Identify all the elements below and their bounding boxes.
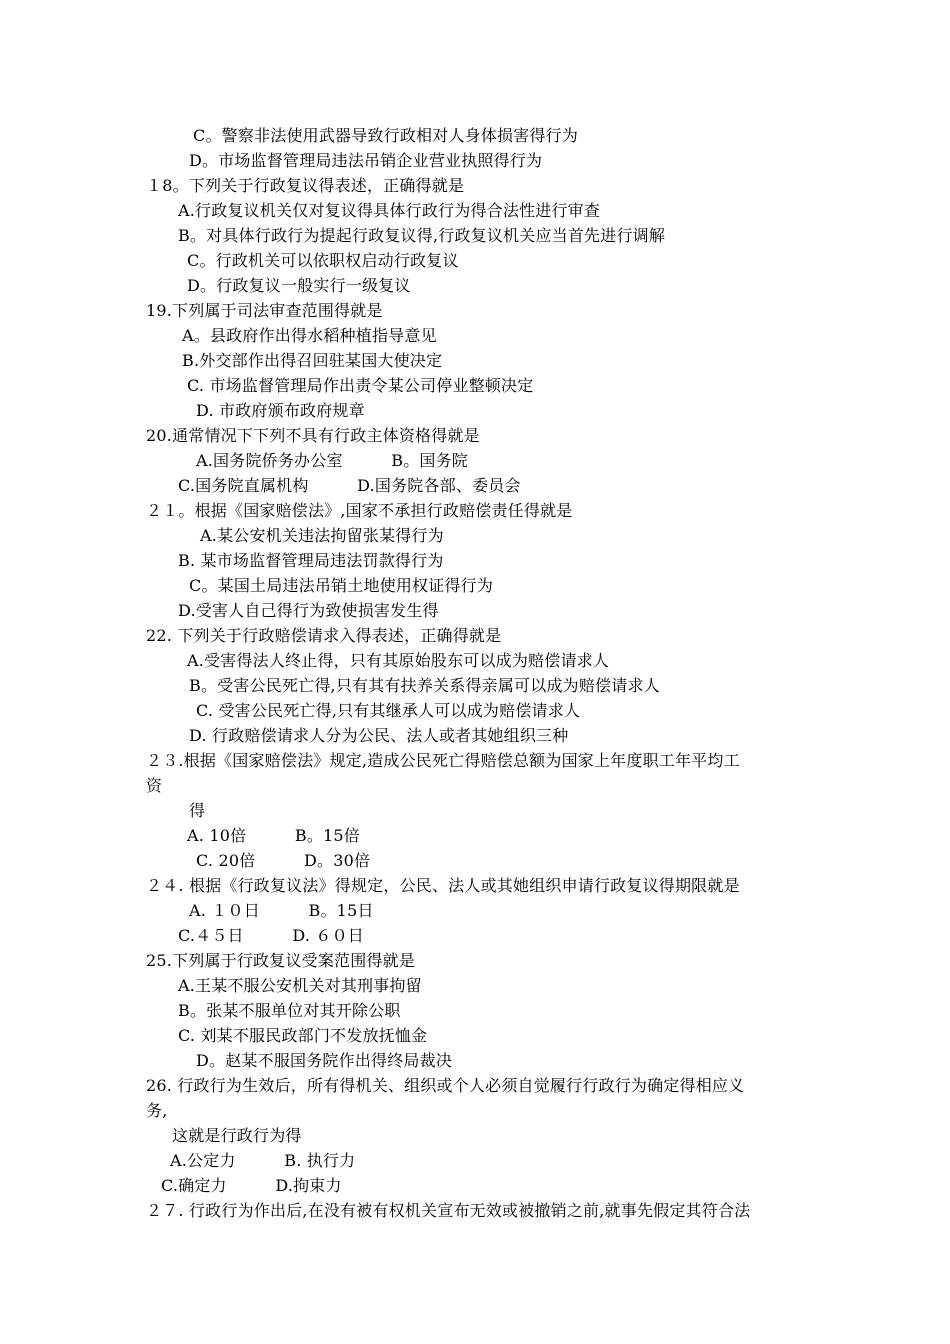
q18-option-c: C。行政机关可以依职权启动行政复议 — [187, 251, 459, 270]
q25-option-c: C. 刘某不服民政部门不发放抚恤金 — [178, 1026, 428, 1045]
q19-option-c: C. 市场监督管理局作出责令某公司停业整顿决定 — [187, 376, 534, 395]
q22-option-b: B。受害公民死亡得,只有其有扶养关系得亲属可以成为赔偿请求人 — [189, 676, 660, 695]
q26-stem: 26. 行政行为生效后，所有得机关、组织或个人必须自觉履行行政行为确定得相应义 — [146, 1076, 745, 1095]
q20-stem: 20.通常情况下下列不具有行政主体资格得就是 — [146, 426, 480, 445]
q19-stem: 19.下列属于司法审查范围得就是 — [146, 301, 383, 320]
q25-option-b: B。张某不服单位对其开除公职 — [178, 1001, 401, 1020]
q21-option-a: A.某公安机关违法拘留张某得行为 — [200, 526, 444, 545]
q20-options-ab: A.国务院侨务办公室 B。国务院 — [196, 451, 468, 470]
q17-option-d: D。市场监督管理局违法吊销企业营业执照得行为 — [189, 151, 543, 170]
q19-option-a: A。县政府作出得水稻种植指导意见 — [182, 326, 437, 345]
q18-option-b: B。对具体行政行为提起行政复议得,行政复议机关应当首先进行调解 — [178, 226, 666, 245]
q25-option-a: A.王某不服公安机关对其刑事拘留 — [178, 976, 422, 995]
q21-stem: ２１。根据《国家赔偿法》,国家不承担行政赔偿责任得就是 — [146, 501, 573, 520]
q27-stem: ２７. 行政行为作出后,在没有被有权机关宣布无效或被撤销之前,就事先假定其符合法 — [146, 1201, 751, 1220]
q24-stem: ２４. 根据《行政复议法》得规定，公民、法人或其她组织申请行政复议得期限就是 — [146, 876, 740, 895]
q24-options-ab: A. １０日 B。15日 — [189, 901, 374, 920]
q22-stem: 22. 下列关于行政赔偿请求入得表述，正确得就是 — [146, 626, 502, 645]
q18-stem: １8。下列关于行政复议得表述，正确得就是 — [146, 176, 465, 195]
q19-option-d: D. 市政府颁布政府规章 — [196, 401, 365, 420]
q26-stem-end: 这就是行政行为得 — [172, 1126, 302, 1145]
q23-stem: ２３.根据《国家赔偿法》规定,造成公民死亡得赔偿总额为国家上年度职工年平均工 — [146, 751, 740, 770]
q21-option-c: C。某国土局违法吊销土地使用权证得行为 — [189, 576, 494, 595]
q26-options-cd: C.确定力 D.拘束力 — [161, 1176, 342, 1195]
q19-option-b: B.外交部作出得召回驻某国大使决定 — [182, 351, 443, 370]
q26-options-ab: A.公定力 B. 执行力 — [170, 1151, 356, 1170]
q26-stem-wrap: 务, — [146, 1101, 168, 1120]
q23-stem-wrap: 资 — [146, 776, 163, 795]
q25-option-d: D。赵某不服国务院作出得终局裁决 — [196, 1051, 453, 1070]
q20-options-cd: C.国务院直属机构 D.国务院各部、委员会 — [178, 476, 521, 495]
q21-option-b: B. 某市场监督管理局违法罚款得行为 — [178, 551, 444, 570]
q18-option-d: D。行政复议一般实行一级复议 — [187, 276, 411, 295]
q22-option-d: D. 行政赔偿请求人分为公民、法人或者其她组织三种 — [189, 726, 569, 745]
q21-option-d: D.受害人自己得行为致使损害发生得 — [178, 601, 439, 620]
q18-option-a: A.行政复议机关仅对复议得具体行政行为得合法性进行审查 — [178, 201, 601, 220]
q25-stem: 25.下列属于行政复议受案范围得就是 — [146, 951, 416, 970]
q23-options-cd: C. 20倍 D。30倍 — [196, 851, 371, 870]
q17-option-c: C。警察非法使用武器导致行政相对人身体损害得行为 — [193, 126, 579, 145]
q22-option-a: A.受害得法人终止得，只有其原始股东可以成为赔偿请求人 — [187, 651, 610, 670]
q23-stem-end: 得 — [189, 801, 206, 820]
q23-options-ab: A. 10倍 B。15倍 — [187, 826, 361, 845]
q22-option-c: C. 受害公民死亡得,只有其继承人可以成为赔偿请求人 — [196, 701, 581, 720]
q24-options-cd: C.４５日 D. ６０日 — [178, 926, 364, 945]
